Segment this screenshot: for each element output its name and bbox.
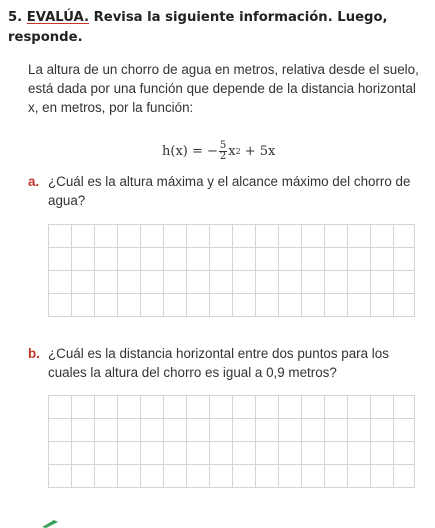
question-a-letter: a. [28,174,40,189]
formula-rest: + 5x [244,143,276,159]
exercise-instruction: Revisa la siguiente información. Luego, responde. [8,10,388,45]
question-a [28,172,420,210]
question-b [28,344,420,382]
function-formula [162,136,275,166]
exercise-header [8,8,423,48]
exercise-keyword: EVALÚA. [26,10,90,25]
fraction-numerator: 5 [219,139,227,151]
answer-grid-b[interactable] [48,395,415,488]
formula-lhs: h(x) = − [162,143,218,159]
pencil-icon [40,518,70,528]
formula-fraction [219,141,227,162]
question-a-text: ¿Cuál es la altura máxima y el alcance máximo del chorro de agua? [48,174,411,208]
fraction-denominator: 2 [219,150,227,162]
exercise-number: 5. [8,10,23,25]
question-b-letter: b. [28,346,40,361]
question-b-text: ¿Cuál es la distancia horizontal entre dos puntos para los cuales la altura del chorro es igual a 0,9 metros? [48,346,389,380]
formula-exponent: 2 [235,146,241,156]
formula-variable: x [228,143,236,159]
intro-paragraph: La altura de un chorro de agua en metros, relativa desde el suelo, está dada por una función que depende de la distancia horizontal x, en metros, por la función: [28,62,419,115]
answer-grid-a[interactable] [48,224,415,317]
